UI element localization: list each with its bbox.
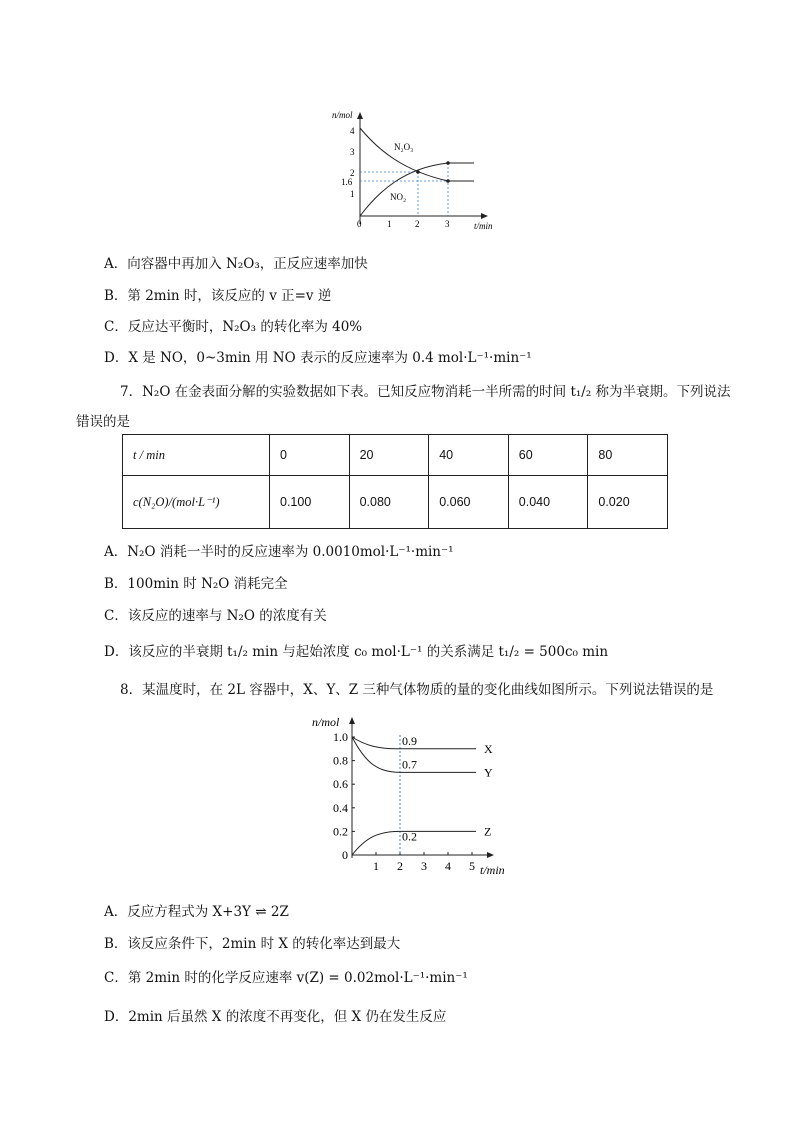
end-value-label: 0.9 (402, 733, 417, 748)
y-tick-label: 1.0 (333, 730, 348, 744)
x-axis-label: t/min (474, 221, 493, 231)
q8-option-d: D．2min 后虽然 X 的浓度不再变化，但 X 仍在发生反应 (104, 1009, 447, 1025)
q7-option-d: D．该反应的半衰期 t₁/₂ min 与起始浓度 c₀ mol·L⁻¹ 的关系满足 t₁/₂ = 500c₀ min (104, 644, 609, 660)
table-row (123, 435, 668, 476)
table-header-c: c(N₂O)/(mol·L⁻¹) (123, 476, 270, 529)
table-cell: 0 (270, 435, 350, 476)
end-value-label: 0.7 (402, 757, 417, 772)
series-label-no2: NO₂ (390, 192, 407, 202)
x-tick: 3 (445, 219, 450, 229)
x-tick-label: 2 (397, 859, 403, 873)
table-cell: 60 (508, 435, 588, 476)
x-tick-label: 3 (421, 859, 427, 873)
y-tick-label: 0 (342, 848, 348, 862)
chart-xyz (312, 712, 522, 882)
series-label-x: X (484, 741, 493, 756)
x-tick: 0 (357, 219, 362, 229)
y-tick: 4 (350, 126, 355, 136)
q7-option-b: B．100min 时 N₂O 消耗完全 (104, 576, 288, 592)
y-tick: 1.6 (341, 177, 353, 187)
table-cell: 0.100 (270, 476, 350, 529)
q6-option-a: A．向容器中再加入 N₂O₃，正反应速率加快 (104, 256, 368, 272)
y-axis-label: n/mol (312, 715, 340, 729)
q8-stem: 8．某温度时，在 2L 容器中，X、Y、Z 三种气体物质的量的变化曲线如图所示。下列说法错误的是 (120, 682, 714, 698)
q7-option-a: A．N₂O 消耗一半时的反应速率为 0.0010mol·L⁻¹·min⁻¹ (104, 544, 454, 560)
q8-option-a: A．反应方程式为 X+3Y ⇌ 2Z (104, 904, 289, 920)
y-tick-label: 0.2 (333, 824, 348, 839)
y-tick: 2 (350, 168, 355, 178)
table-header-t: t / min (123, 435, 270, 476)
table-cell: 0.040 (508, 476, 588, 529)
end-value-label: 0.2 (402, 829, 417, 844)
q8-option-b: B．该反应条件下，2min 时 X 的转化率达到最大 (104, 936, 401, 952)
y-tick: 3 (350, 147, 355, 157)
x-tick: 1 (387, 219, 392, 229)
y-tick: 1 (350, 189, 355, 199)
point-cross (416, 170, 420, 174)
y-tick-label: 0.4 (333, 800, 348, 815)
q6-option-c: C．反应达平衡时，N₂O₃ 的转化率为 40% (104, 319, 363, 335)
x-tick-label: 4 (445, 859, 451, 873)
y-axis-label: n/mol (332, 110, 353, 120)
x-tick-label: 1 (373, 859, 379, 873)
table-cell: 0.020 (588, 476, 668, 529)
q7-data-table (122, 434, 668, 529)
point-no2-eq (446, 161, 450, 165)
table-cell: 20 (349, 435, 429, 476)
q6-option-d: D．X 是 NO，0~3min 用 NO 表示的反应速率为 0.4 mol·L⁻¹·min⁻¹ (104, 350, 532, 366)
x-tick-label: 5 (469, 859, 475, 873)
q8-option-c: C．第 2min 时的化学反应速率 v(Z) = 0.02mol·L⁻¹·min⁻¹ (104, 970, 468, 986)
table-cell: 0.080 (349, 476, 429, 529)
q7-option-c: C．该反应的速率与 N₂O 的浓度有关 (104, 608, 327, 624)
x-axis-label: t/min (480, 863, 505, 877)
chart-n2o3-no2 (324, 106, 504, 236)
q7-stem-cont: 错误的是 (76, 414, 130, 430)
x-tick: 2 (415, 219, 420, 229)
table-cell: 40 (429, 435, 509, 476)
q6-option-b: B．第 2min 时，该反应的 v 正=v 逆 (104, 288, 332, 304)
series-label-z: Z (484, 824, 492, 839)
series-label-n2o3: N₂O₃ (394, 142, 414, 152)
y-tick-label: 0.6 (333, 777, 348, 792)
table-cell: 0.060 (429, 476, 509, 529)
point-n2o3-eq (446, 179, 450, 183)
y-tick-label: 0.8 (333, 753, 348, 768)
table-row (123, 476, 668, 529)
q7-stem: 7．N₂O 在金表面分解的实验数据如下表。已知反应物消耗一半所需的时间 t₁/₂ 称为半衰期。下列说法 (120, 384, 731, 400)
table-cell: 80 (588, 435, 668, 476)
series-label-y: Y (484, 765, 493, 780)
